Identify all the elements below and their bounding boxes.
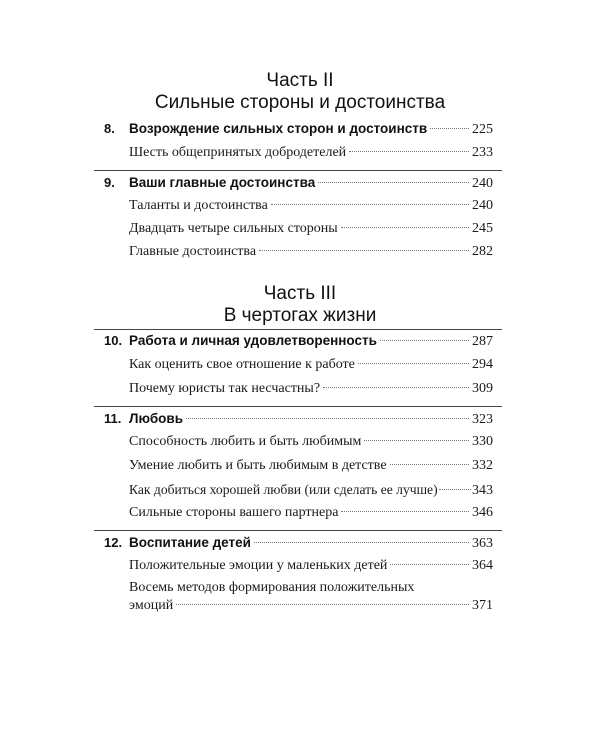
page-number: 343	[472, 483, 493, 498]
page-number: 282	[472, 244, 493, 259]
page-number: 233	[472, 145, 493, 160]
page-number: 371	[472, 598, 493, 613]
section-title: Как добиться хорошей любви (или сделать ее лучше)	[129, 482, 438, 497]
section-title: Как оценить свое отношение к работе	[129, 357, 355, 372]
toc-section[interactable]	[0, 454, 600, 478]
dot-leader	[390, 564, 469, 565]
part-2-title: Сильные стороны и достоинства	[154, 92, 446, 113]
toc-chapter-12[interactable]	[0, 531, 600, 555]
toc-section[interactable]	[0, 478, 600, 502]
toc-section[interactable]	[0, 141, 600, 165]
section-title: Сильные стороны вашего партнера	[129, 505, 339, 520]
dot-leader	[349, 151, 469, 152]
page-number: 225	[472, 122, 493, 137]
page-number: 330	[472, 434, 493, 449]
chapter-title: Возрождение сильных сторон и достоинств	[129, 121, 428, 136]
section-title-continued: эмоций	[129, 598, 174, 613]
section-title: Положительные эмоции у маленьких детей	[129, 558, 388, 573]
dot-leader	[259, 250, 469, 251]
dot-leader	[439, 489, 471, 490]
page-number: 245	[472, 221, 493, 236]
section-title: Таланты и достоинства	[129, 198, 268, 213]
section-title: Восемь методов формирования положительных	[129, 580, 415, 595]
chapter-number: 12.	[104, 535, 123, 550]
section-title: Способность любить и быть любимым	[129, 434, 362, 449]
chapter-number: 11.	[104, 411, 122, 426]
toc-section[interactable]	[0, 554, 600, 578]
dot-leader	[341, 227, 469, 228]
chapter-number: 9.	[104, 175, 115, 190]
toc-chapter-11[interactable]	[0, 407, 600, 431]
dot-leader	[430, 128, 469, 129]
dot-leader	[358, 363, 469, 364]
page-number: 240	[472, 176, 493, 191]
toc-section[interactable]	[0, 501, 600, 525]
section-title: Главные достоинства	[129, 244, 257, 259]
chapter-title: Любовь	[129, 411, 184, 426]
section-title: Умение любить и быть любимым в детстве	[129, 458, 387, 473]
dot-leader	[380, 340, 469, 341]
toc-section[interactable]	[0, 377, 600, 401]
dot-leader	[341, 511, 469, 512]
chapter-number: 8.	[104, 121, 115, 136]
dot-leader	[364, 440, 469, 441]
dot-leader	[323, 387, 469, 388]
chapter-title: Ваши главные достоинства	[129, 175, 316, 190]
part-3-label: Часть III	[263, 283, 337, 304]
toc-section[interactable]	[0, 217, 600, 241]
toc-chapter-10[interactable]	[0, 329, 600, 353]
toc-section[interactable]	[0, 353, 600, 377]
section-title: Почему юристы так несчастны?	[129, 381, 321, 396]
section-title: Двадцать четыре сильных стороны	[129, 221, 338, 236]
page-number: 346	[472, 505, 493, 520]
page-number: 240	[472, 198, 493, 213]
dot-leader	[390, 464, 469, 465]
chapter-number: 10.	[104, 333, 123, 348]
toc-section-line-2[interactable]	[0, 594, 600, 618]
dot-leader	[176, 604, 469, 605]
page-number: 287	[472, 334, 493, 349]
section-title: Шесть общепринятых добродетелей	[129, 145, 347, 160]
toc-section[interactable]	[0, 430, 600, 454]
part-2-label: Часть II	[266, 70, 334, 91]
dot-leader	[254, 542, 469, 543]
part-3-title: В чертогах жизни	[223, 305, 377, 326]
toc-chapter-9[interactable]	[0, 171, 600, 195]
dot-leader	[271, 204, 469, 205]
dot-leader	[186, 418, 469, 419]
page-number: 294	[472, 357, 493, 372]
dot-leader	[318, 182, 469, 183]
page-number: 364	[472, 558, 493, 573]
toc-chapter-8[interactable]	[0, 117, 600, 141]
toc-section[interactable]	[0, 240, 600, 264]
page-number: 323	[472, 412, 493, 427]
toc-section[interactable]	[0, 194, 600, 218]
chapter-title: Воспитание детей	[129, 535, 251, 550]
chapter-title: Работа и личная удовлетворенность	[129, 333, 377, 348]
page-number: 332	[472, 458, 493, 473]
page-number: 309	[472, 381, 493, 396]
page-number: 363	[472, 536, 493, 551]
